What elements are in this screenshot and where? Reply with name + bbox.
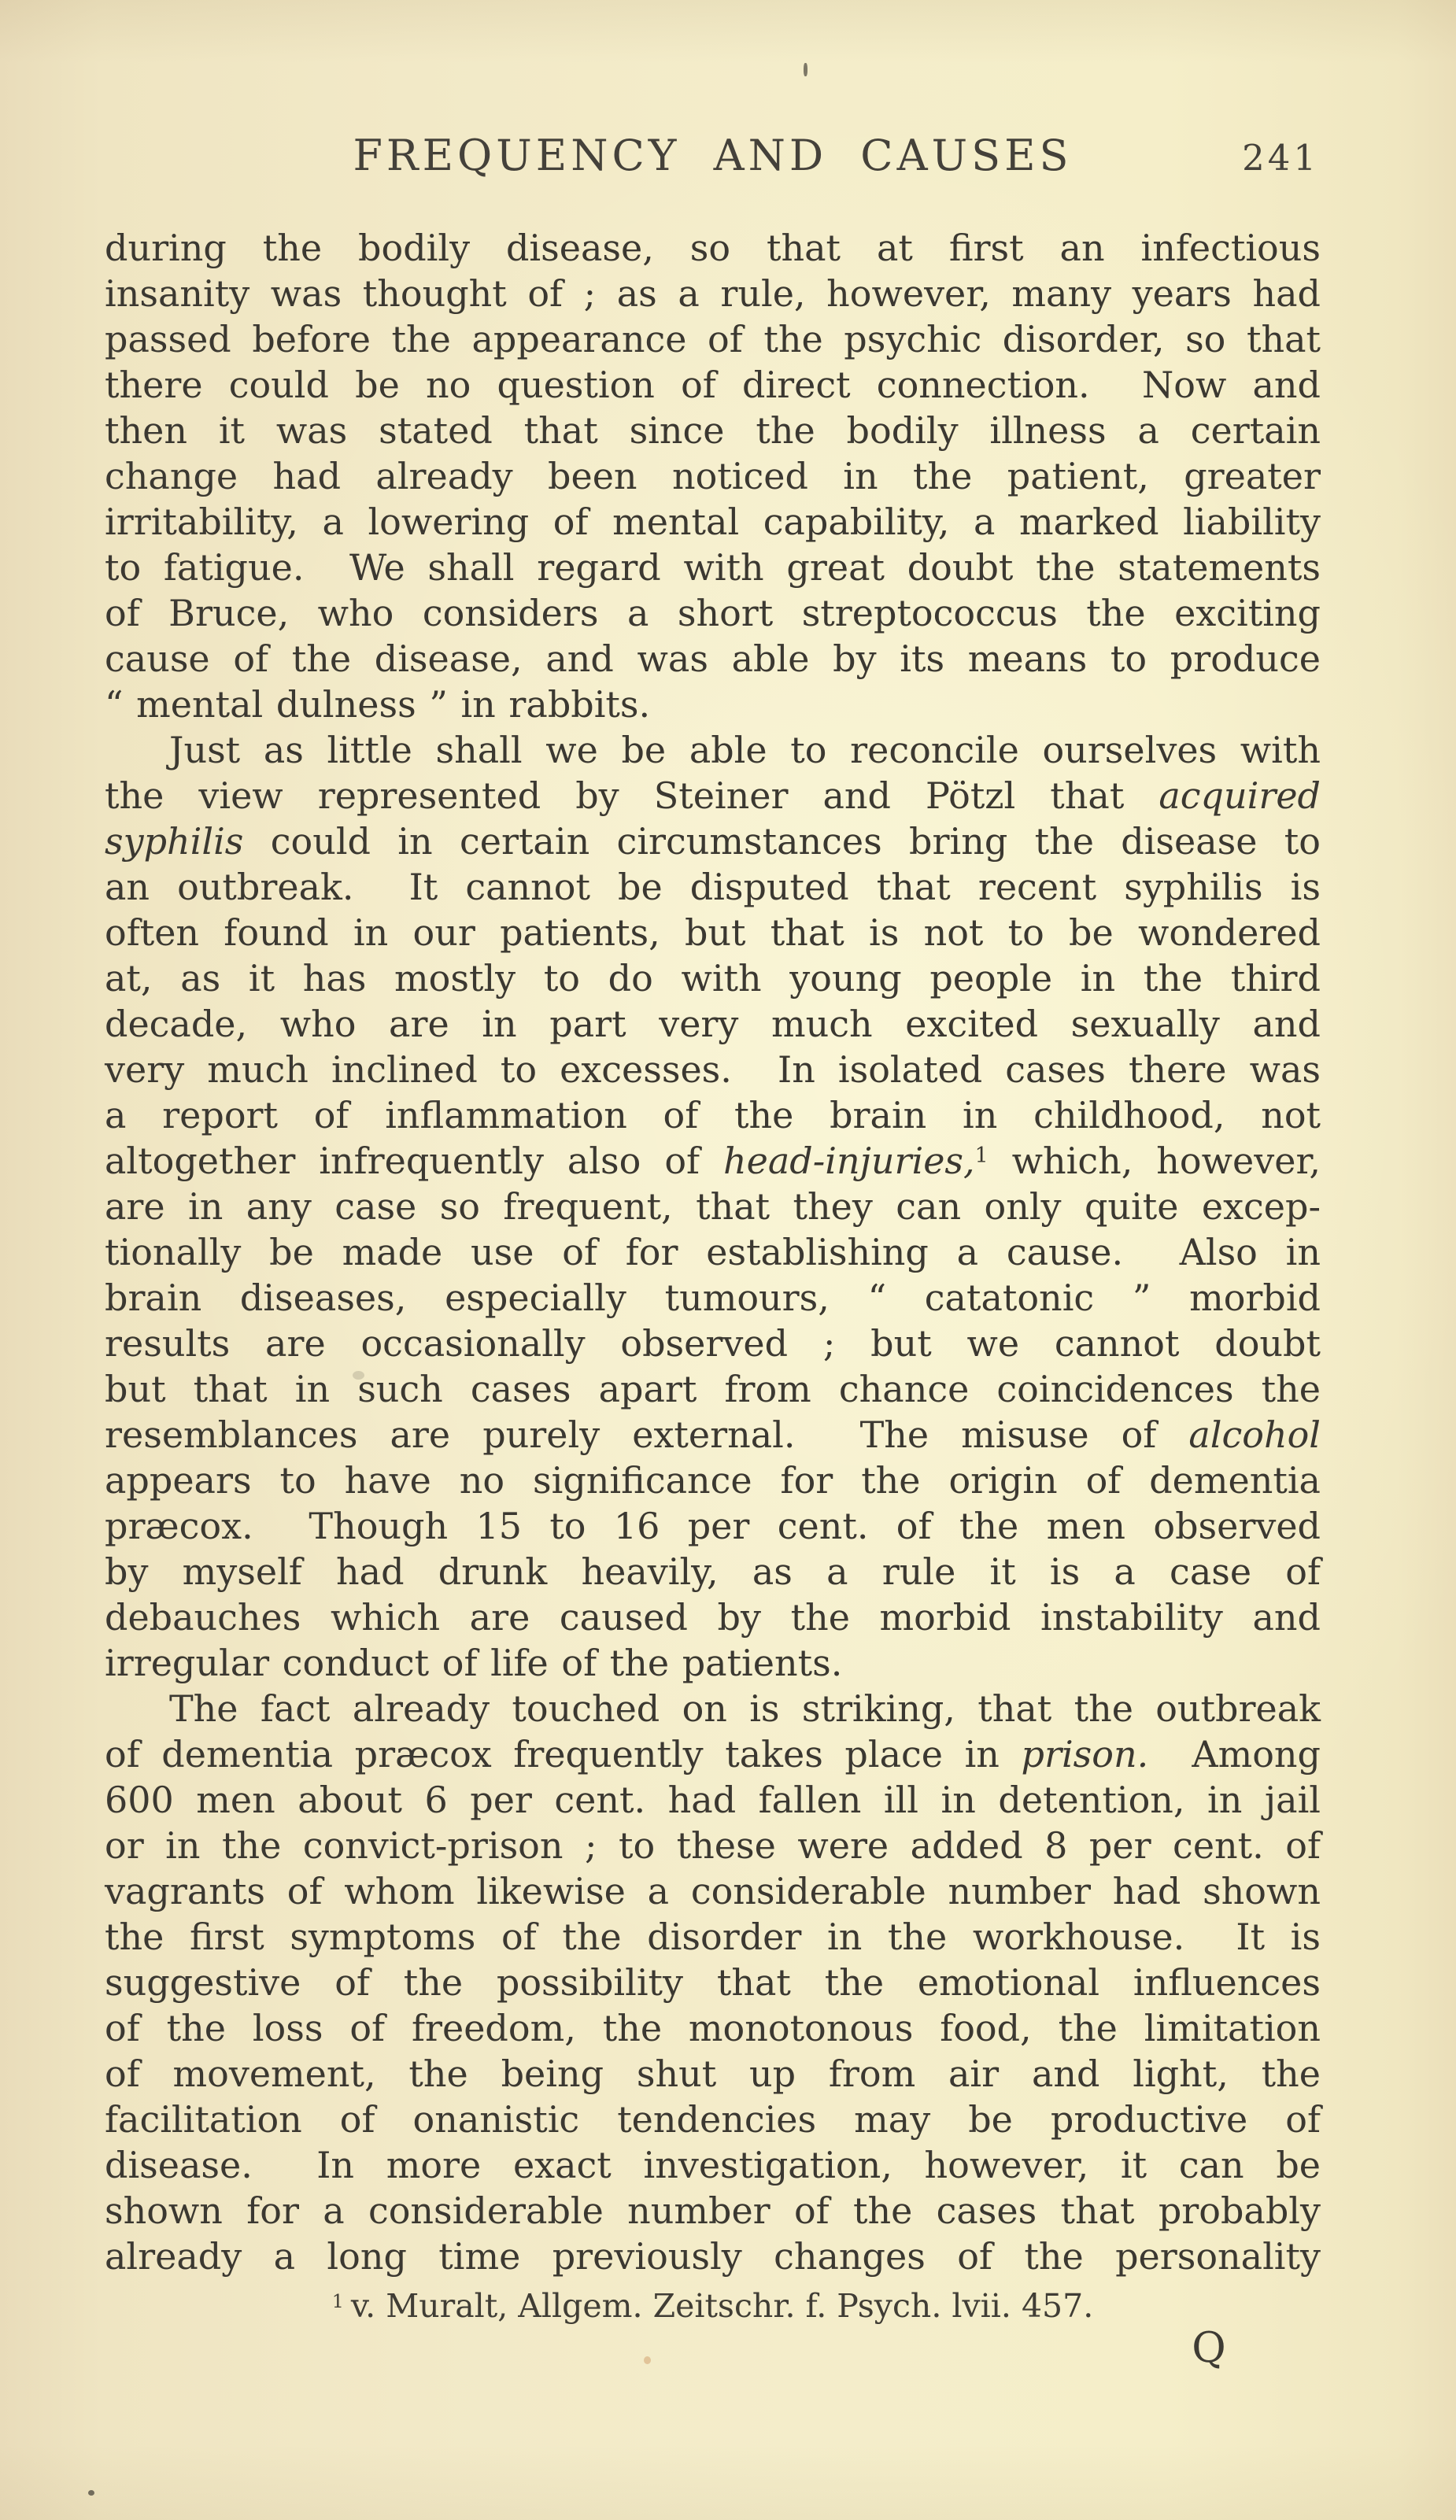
text-segment: during the bodily disease, so that at first an infectious [105, 227, 1321, 269]
text-line [105, 1001, 1321, 1047]
text-segment: passed before the appearance of the psychic disorder, so that [105, 318, 1321, 360]
text-line [105, 1777, 1321, 1823]
text-line [105, 590, 1321, 636]
text-line [105, 453, 1321, 499]
text-segment: appears to have no significance for the origin of dementia [105, 1459, 1321, 1502]
text-segment: prison. [1021, 1733, 1149, 1775]
text-segment: brain diseases, especially tumours, “ catatonic ” morbid [105, 1277, 1321, 1319]
text-segment: are in any case so frequent, that they can only quite excep- [105, 1185, 1321, 1228]
text-line [105, 1047, 1321, 1092]
text-line [105, 1868, 1321, 1914]
text-line [105, 271, 1321, 316]
text-line [105, 1229, 1321, 1275]
body-text [105, 225, 1321, 2279]
text-line [105, 1503, 1321, 1549]
text-line [105, 2188, 1321, 2234]
text-line [105, 1184, 1321, 1229]
text-segment: often found in our patients, but that is not to be wondered [105, 911, 1321, 954]
text-line [105, 499, 1321, 545]
text-segment: 600 men about 6 per cent. had fallen ill in detention, in jail [105, 1779, 1321, 1821]
text-segment: or in the convict-prison ; to these were added 8 per cent. of [105, 1824, 1321, 1867]
text-line [105, 408, 1321, 453]
text-segment: debauches which are caused by the morbid instability and [105, 1596, 1321, 1639]
text-line [105, 955, 1321, 1001]
footnote-text: v. Muralt, Allgem. Zeitschr. f. Psych. lvii. 457. [350, 2287, 1094, 2325]
text-segment: resemblances are purely external. The misuse of [105, 1413, 1189, 1456]
text-segment: irregular conduct of life of the patients. [105, 1642, 843, 1684]
text-line [105, 1640, 1321, 1686]
text-segment: of movement, the being shut up from air and light, the [105, 2053, 1321, 2095]
text-segment: alcohol [1188, 1413, 1321, 1456]
text-segment: vagrants of whom likewise a considerable number had shown [105, 1870, 1321, 1912]
text-line [105, 1321, 1321, 1366]
page-header [105, 124, 1321, 187]
text-line [105, 225, 1321, 271]
running-title: FREQUENCY AND CAUSES [353, 131, 1073, 180]
text-segment: Just as little shall we be able to reconcile ourselves with [169, 729, 1321, 771]
text-segment: irritability, a lowering of mental capability, a marked liability [105, 501, 1321, 543]
text-line [105, 1686, 1321, 1731]
paper-speck [804, 63, 807, 76]
text-segment: acquired [1159, 774, 1321, 817]
text-segment: but that in such cases apart from chance coincidences the [105, 1368, 1321, 1410]
text-segment: the first symptoms of the disorder in the workhouse. It is [105, 1916, 1321, 1958]
paper-speck [644, 2356, 651, 2364]
text-line [105, 545, 1321, 590]
text-line [105, 1458, 1321, 1503]
text-line [105, 1092, 1321, 1138]
text-segment: change had already been noticed in the patient, greater [105, 455, 1321, 497]
text-line [105, 1412, 1321, 1458]
footnote [105, 2284, 1321, 2328]
text-segment: tionally be made use of for establishing a cause. Also in [105, 1231, 1321, 1273]
text-segment: of dementia præcox frequently takes place in [105, 1733, 1022, 1775]
text-segment: of the loss of freedom, the monotonous food, the limitation [105, 2007, 1321, 2049]
text-line [105, 818, 1321, 864]
text-segment: insanity was thought of ; as a rule, however, many years had [105, 272, 1321, 315]
text-segment: there could be no question of direct connection. Now and [105, 364, 1321, 406]
text-segment: facilitation of onanistic tendencies may be productive of [105, 2098, 1321, 2141]
text-segment: of Bruce, who considers a short streptococcus the exciting [105, 592, 1321, 634]
text-segment: already a long time previously changes of the personality [105, 2235, 1321, 2278]
text-segment: the view represented by Steiner and Pötzl that [105, 774, 1159, 817]
paper-speck [88, 2490, 94, 2496]
text-line [105, 1549, 1321, 1594]
text-segment: decade, who are in part very much excited sexually and [105, 1003, 1321, 1045]
text-segment: very much inclined to excesses. In isolated cases there was [105, 1048, 1321, 1091]
text-segment: cause of the disease, and was able by its means to produce [105, 637, 1321, 680]
text-segment: by myself had drunk heavily, as a rule it is a case of [105, 1550, 1321, 1593]
text-segment: which, however, [988, 1140, 1321, 1182]
text-segment: suggestive of the possibility that the emotional influences [105, 1961, 1321, 2004]
text-segment: disease. In more exact investigation, however, it can be [105, 2144, 1321, 2186]
footnote-reference: 1 [974, 1144, 989, 1169]
text-line [105, 636, 1321, 682]
text-line [105, 1594, 1321, 1640]
text-segment: results are occasionally observed ; but we cannot doubt [105, 1322, 1321, 1365]
text-line [105, 773, 1321, 818]
text-segment: could in certain circumstances bring the disease to [243, 820, 1321, 863]
text-line [105, 316, 1321, 362]
text-line [105, 2097, 1321, 2142]
text-line [105, 682, 1321, 727]
text-segment: Among [1148, 1733, 1321, 1775]
text-segment: an outbreak. It cannot be disputed that recent syphilis is [105, 866, 1321, 908]
text-line [105, 1731, 1321, 1777]
text-line [105, 864, 1321, 910]
text-line [105, 2051, 1321, 2097]
text-segment: head-injuries, [723, 1140, 975, 1182]
paper-speck [353, 1371, 364, 1380]
footnote-marker: 1 [331, 2289, 344, 2312]
text-line [105, 910, 1321, 955]
text-line [105, 2142, 1321, 2188]
text-line [105, 1366, 1321, 1412]
page-number: 241 [1242, 137, 1319, 179]
text-segment: shown for a considerable number of the cases that probably [105, 2189, 1321, 2232]
text-segment: syphilis [105, 820, 244, 863]
text-line [105, 1914, 1321, 1960]
text-line [105, 1960, 1321, 2005]
text-line [105, 1275, 1321, 1321]
text-line [105, 1823, 1321, 1868]
text-segment: at, as it has mostly to do with young people in the third [105, 957, 1321, 1000]
text-line [105, 362, 1321, 408]
text-line [105, 2234, 1321, 2279]
text-line [105, 2005, 1321, 2051]
text-line [105, 1138, 1321, 1184]
text-segment: præcox. Though 15 to 16 per cent. of the men observed [105, 1505, 1321, 1547]
text-segment: to fatigue. We shall regard with great doubt the statements [105, 546, 1321, 589]
printer-signature-mark: Q [1192, 2324, 1226, 2372]
text-line [105, 727, 1321, 773]
text-segment: then it was stated that since the bodily illness a certain [105, 409, 1321, 452]
text-segment: altogether infrequently also of [105, 1140, 724, 1182]
text-segment: “ mental dulness ” in rabbits. [105, 683, 651, 726]
text-segment: a report of inflammation of the brain in childhood, not [105, 1094, 1321, 1136]
text-segment: The fact already touched on is striking, that the outbreak [169, 1687, 1321, 1730]
